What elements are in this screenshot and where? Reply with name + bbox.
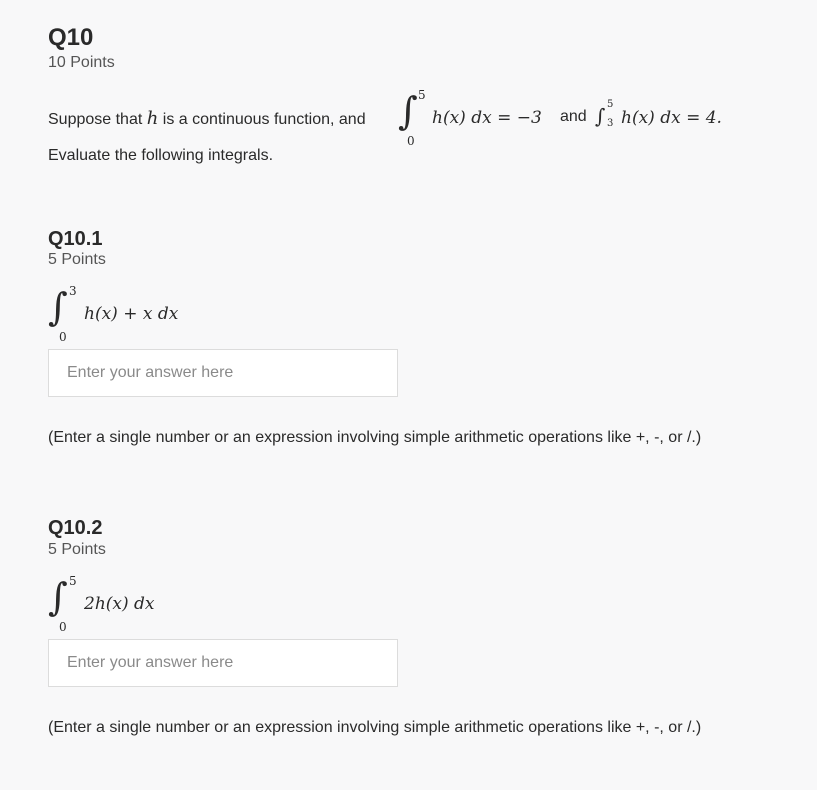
integral-lower: 3	[607, 118, 614, 129]
answer-input[interactable]	[48, 639, 398, 687]
integral-upper: 3	[69, 284, 77, 298]
integral-upper: 5	[418, 88, 426, 102]
subquestion-title: Q10.2	[48, 517, 103, 539]
integral-sign: ∫	[48, 285, 68, 329]
answer-input[interactable]	[48, 349, 398, 397]
question-instruction: Evaluate the following integrals.	[48, 147, 274, 164]
prompt-mid: is a continuous function, and	[162, 111, 366, 128]
subquestion-points: 5 Points	[48, 251, 106, 268]
integral-sign: ∫	[595, 104, 606, 128]
prompt-connector: and	[560, 108, 587, 125]
integral-expression: h(x) dx = 4.	[621, 108, 722, 128]
question-points: 10 Points	[48, 54, 115, 71]
integral-lower: 0	[407, 134, 415, 148]
prompt-pre: Suppose that	[48, 111, 143, 128]
subquestion-points: 5 Points	[48, 541, 106, 558]
question-title: Q10	[48, 24, 94, 51]
integral-lower: 0	[59, 330, 67, 344]
prompt-var: h	[146, 108, 159, 129]
integral-upper: 5	[607, 99, 614, 110]
integral-expression: h(x) dx = −3	[432, 108, 542, 128]
integral-sign: ∫	[48, 575, 68, 619]
integral-sign: ∫	[398, 89, 418, 133]
answer-hint: (Enter a single number or an expression involving simple arithmetic operations like +, -, or /.)	[48, 719, 702, 736]
subquestion-title: Q10.1	[48, 228, 103, 250]
integral-upper: 5	[69, 574, 77, 588]
integral-expression: h(x) + x dx	[84, 304, 179, 324]
integral-lower: 0	[59, 620, 67, 634]
question-prompt	[48, 108, 366, 129]
integral-expression: 2h(x) dx	[84, 594, 155, 614]
answer-hint: (Enter a single number or an expression involving simple arithmetic operations like +, -, or /.)	[48, 429, 702, 446]
